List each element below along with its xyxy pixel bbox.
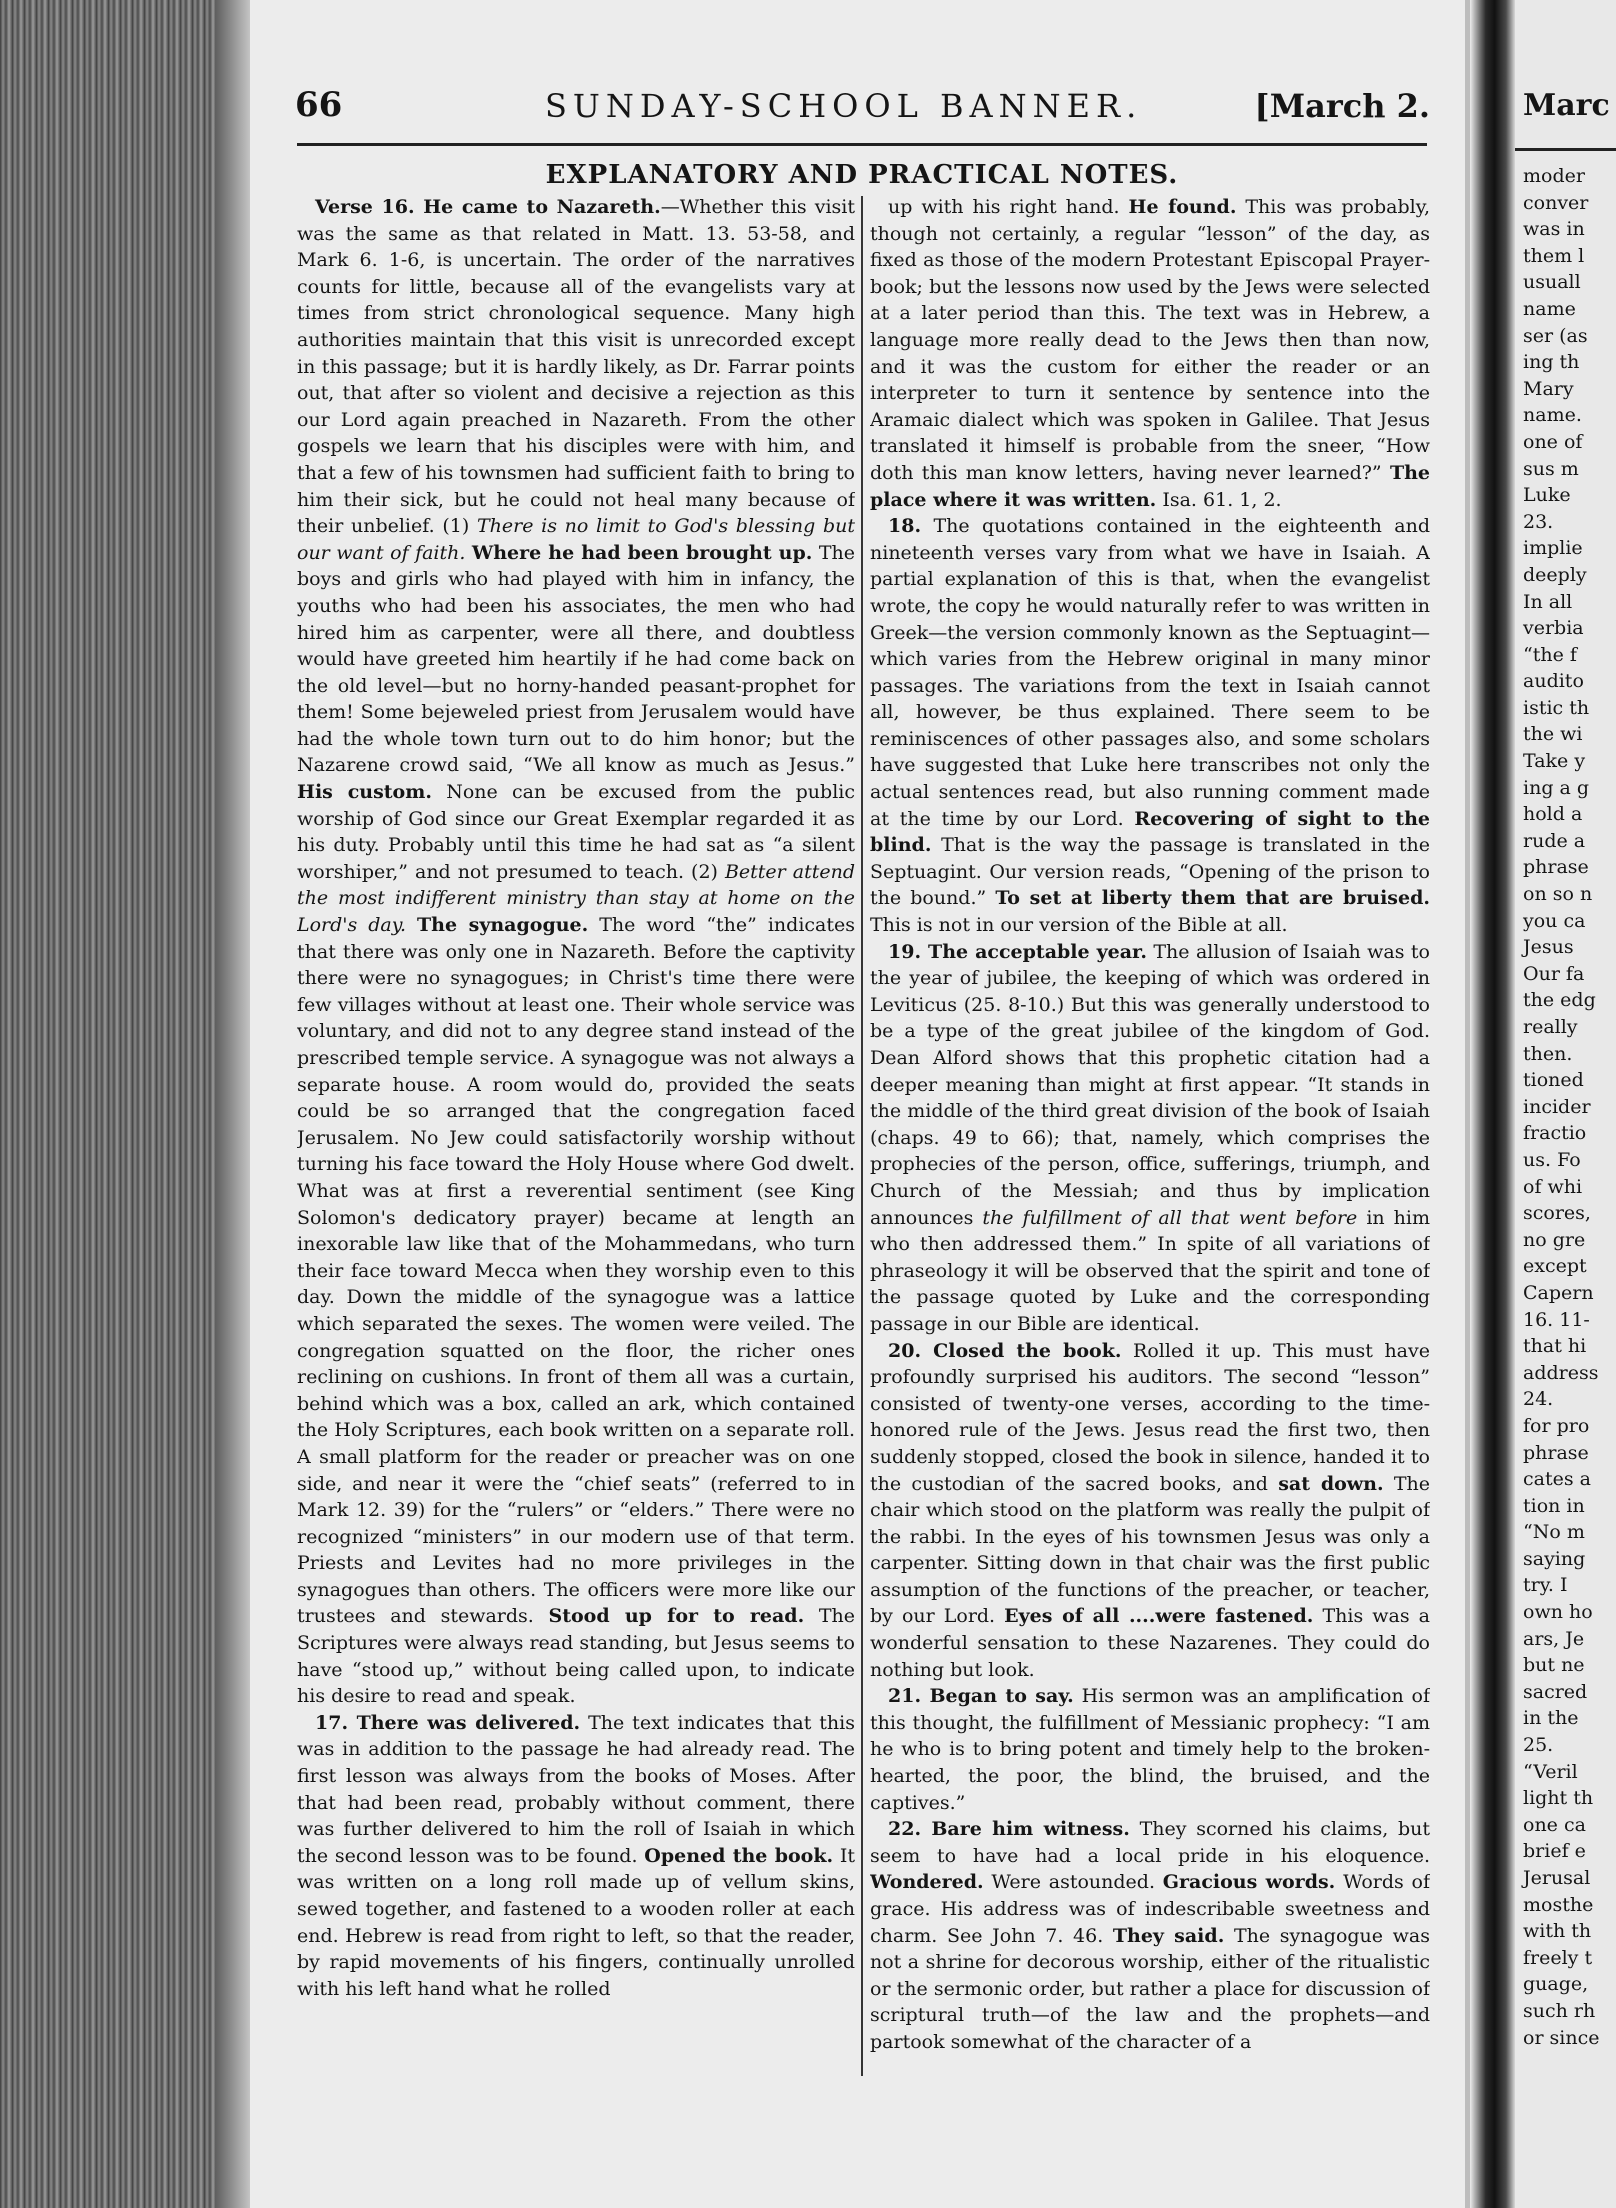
next-page-line: scores, xyxy=(1523,1202,1591,1225)
next-page-line: such rh xyxy=(1523,1999,1596,2022)
next-page-line: 23. xyxy=(1523,510,1554,533)
next-page-line: ing th xyxy=(1523,351,1580,374)
paragraph xyxy=(870,1338,1430,1684)
next-page-line: audito xyxy=(1523,670,1584,693)
left-column xyxy=(297,194,855,2084)
text-run: The boys and girls who had played with him in infancy, the youths who had been his associates, the men who had hired him as carpenter, were all there, and doubtless would have greeted him heartily if he had come back on the old level—but no horny-handed peasant-prophet for them! Some bejeweled priest from Jerusalem would have had the whole town turn out to do him honor; but the Nazarene crowd said, “We all know as much as Jesus.” xyxy=(297,541,855,777)
term-heading: His custom. xyxy=(297,781,432,804)
text-run: This is not in our version of the Bible at all. xyxy=(870,914,1288,937)
next-page-line: sus m xyxy=(1523,457,1579,480)
term-heading: Eyes of all ....were fastened. xyxy=(1004,1605,1314,1628)
next-page-line: usuall xyxy=(1523,271,1581,294)
page-date: [March 2. xyxy=(1254,87,1430,125)
next-page-line: but ne xyxy=(1523,1654,1585,1677)
text-run: Rolled it up. This must have profoundly surprised his auditors. The second “lesson” consisted of twenty-one verses, according to the time-honored rule of the Jews. Jesus read the first two, then suddenly stopped, closed the book in silence, handed it to the custodian of the sacred books, and xyxy=(870,1339,1430,1495)
text-run: —Whether this visit was the same as that related in Matt. 13. 53-58, and Mark 6. 1-6, is uncertain. The order of the narratives counts for little, because all of the evangelists vary at times from strict chronological sequence. Many high authorities maintain that this visit is unrecorded except in this passage; but it is hardly likely, as Dr. Farrar points out, that after so violent and decisive a rejection as this our Lord again preached in Nazareth. From the other gospels we learn that his disciples were with him, and that a few of his townsmen had sufficient faith to bring to him their sick, but he could not heal many because of their unbelief. (1) xyxy=(297,196,855,538)
next-page-line: phrase xyxy=(1523,1441,1589,1464)
next-page-line: tion in xyxy=(1523,1494,1585,1517)
next-page-line: with th xyxy=(1523,1920,1592,1943)
page-title: SUNDAY-SCHOOL BANNER. xyxy=(545,87,1143,125)
next-page-line: “No m xyxy=(1523,1521,1585,1544)
page-header xyxy=(295,85,1430,145)
text-run: That is the way the passage is translated in the Septuagint. Our version reads, “Opening of the prison to the bound.” xyxy=(870,834,1430,910)
next-page-line: ing a g xyxy=(1523,776,1590,799)
term-heading: 21. Began to say. xyxy=(888,1685,1074,1708)
paragraph xyxy=(297,194,855,1710)
text-run: The quotations contained in the eighteenth and nineteenth verses vary from what we have in Isaiah. A partial explanation of this is that, when the evangelist wrote, the copy he would naturally refer to was written in Greek—the version commonly known as the Septuagint—which varies from the Hebrew original in many minor passages. The variations from the text in Isaiah cannot all, however, be thus explained. There seem to be reminiscences of other passages also, and some scholars have suggested that Luke here transcribes not only the actual sentences read, but also running comment made at the time by our Lord. xyxy=(870,515,1430,830)
next-page-line: fractio xyxy=(1523,1122,1587,1145)
next-page-line: Jesus xyxy=(1523,936,1574,959)
next-page-fragment xyxy=(1515,0,1616,2208)
text-run xyxy=(406,914,417,936)
text-run: Isa. 61. 1, 2. xyxy=(1156,488,1282,511)
next-page-line: Mary xyxy=(1523,377,1574,400)
text-run: This was a wonderful sensation to these Nazarenes. They could do nothing but look. xyxy=(870,1605,1430,1681)
next-page-line: istic th xyxy=(1523,696,1590,719)
next-page-line: own ho xyxy=(1523,1601,1593,1624)
next-page-line: name xyxy=(1523,297,1576,320)
term-heading: 17. There was delivered. xyxy=(315,1711,581,1734)
next-page-line: the edg xyxy=(1523,989,1596,1012)
term-heading: The place where it was written. xyxy=(870,461,1430,511)
next-page-line: deeply xyxy=(1523,563,1587,586)
text-run: The word “the” indicates that there was only one in Nazareth. Before the captivity there were no synagogues; in Christ's time there were few villages without at least one. Their whole service was voluntary, and did not to any degree stand instead of the prescribed temple service. A synagogue was not always a separate house. A room would do, provided the seats could be so arranged that the congregation faced Jerusalem. No Jew could satisfactorily worship without turning his face toward the Holy House where God dwelt. What was at first a reverential sentiment (see King Solomon's dedicatory prayer) became at length an inexorable law like that of the Mohammedans, who turn their face toward Mecca when they worship even to this day. Down the middle of the synagogue was a lattice which separated the sexes. The women were veiled. The congregation squatted on the floor, the richer ones reclining on cushions. In front of them all was a curtain, behind which was a box, called an ark, which contained the Holy Scriptures, each book written on a separate roll. A small platform for the reader or preacher was on one side, and near it were the “chief seats” (referred to in Mark 12. 39) for the “rulers” or “elders.” There were no recognized “ministers” in our modern use of that term. Priests and Levites had no more privileges in the synagogues than others. The officers were more like our trustees and stewards. xyxy=(297,914,855,1628)
text-run: His sermon was an amplification of this thought, the fulfillment of Messianic prophecy: “I am he who is to bring potent and timely help to the broken-hearted, the poor, the blind, the bruised, and the captives.” xyxy=(870,1685,1430,1814)
next-page-line: then. xyxy=(1523,1042,1573,1065)
next-page-line: sacred xyxy=(1523,1680,1588,1703)
next-page-line: Take y xyxy=(1523,750,1586,773)
next-page-line: of whi xyxy=(1523,1175,1583,1198)
next-page-header: Marc xyxy=(1523,88,1610,123)
term-heading: 20. Closed the book. xyxy=(888,1339,1122,1362)
paragraph xyxy=(870,939,1430,1338)
next-page-line: no gre xyxy=(1523,1228,1586,1251)
next-page-line: rude a xyxy=(1523,829,1586,852)
paragraph xyxy=(870,194,1430,513)
term-heading: The synagogue. xyxy=(417,914,589,937)
next-page-line: really xyxy=(1523,1016,1578,1038)
term-heading: 18. xyxy=(888,515,922,538)
next-page-line: Luke xyxy=(1523,484,1571,507)
next-page-line: incider xyxy=(1523,1095,1591,1118)
next-page-line: Our fa xyxy=(1523,962,1585,985)
emphasis: There is no limit to God's blessing but our want of faith. xyxy=(297,515,855,564)
text-run: The Scriptures were always read standing, but Jesus seems to have “stood up,” without being called upon, to indicate his desire to read and speak. xyxy=(297,1605,855,1708)
text-run: This was probably, though not certainly, a regular “lesson” of the day, as fixed as those of the modern Protestant Episcopal Prayer-book; but the lessons now used by the Jews were selected at a later period than this. The text was in Hebrew, a language more really dead to the Jews then than now, and it was the custom for either the reader or an interpreter to turn it sentence by sentence into the Aramaic dialect which was spoken in Galilee. That Jesus translated it himself is probable from the sneer, “How doth this man know letters, having never learned?” xyxy=(870,196,1430,484)
next-page-line: 24. xyxy=(1523,1388,1554,1411)
term-heading: sat down. xyxy=(1278,1472,1384,1495)
paragraph xyxy=(870,1816,1430,2055)
next-page-line: name. xyxy=(1523,404,1582,427)
page-number: 66 xyxy=(295,85,343,125)
text-run: Were astounded. xyxy=(983,1871,1163,1894)
next-page-line: us. Fo xyxy=(1523,1148,1581,1171)
next-page-line: Capern xyxy=(1523,1281,1594,1304)
emphasis: the fulfillment of all that went before xyxy=(982,1206,1358,1229)
next-page-line: freely t xyxy=(1523,1946,1593,1969)
text-run: It was written on a long roll made up of vellum skins, sewed together, and fastened to a wooden roller at each end. Hebrew is read from right to left, so that the reader, by rapid movements of his fingers, continually unrolled with his left hand what he rolled xyxy=(297,1844,855,2000)
paragraph xyxy=(870,513,1430,939)
term-heading: To set at liberty them that are bruised. xyxy=(995,887,1430,910)
next-page-line: address xyxy=(1523,1361,1599,1384)
term-heading: Gracious words. xyxy=(1162,1871,1336,1894)
next-page-line: or since xyxy=(1523,2026,1600,2049)
term-heading: Recovering of sight to the blind. xyxy=(870,807,1430,857)
header-rule xyxy=(297,143,1427,146)
next-page-line: one ca xyxy=(1523,1813,1586,1836)
next-page-line: you ca xyxy=(1523,909,1586,932)
next-page-line: try. I xyxy=(1523,1574,1568,1597)
next-page-line: on so n xyxy=(1523,883,1593,906)
section-title: EXPLANATORY AND PRACTICAL NOTES. xyxy=(545,160,1179,190)
text-run: The chair which stood on the platform was really the pulpit of the rabbi. In the eyes of his townsmen Jesus was only a carpenter. Sitting down in that chair was the first public assumption of the functions of the preacher, or teacher, by our Lord. xyxy=(870,1472,1430,1628)
next-page-lines xyxy=(1515,163,1616,2051)
term-heading: Wondered. xyxy=(870,1871,984,1894)
next-page-line: 25. xyxy=(1523,1734,1554,1757)
text-run: in him who then addressed them.” In spite of all variations of phraseology it will be observed that the spirit and tone of the passage quoted by Luke and the corresponding passage in our Bible are identical. xyxy=(870,1206,1430,1335)
next-page-line: “Veril xyxy=(1523,1760,1578,1783)
term-heading: Where he had been brought up. xyxy=(471,541,813,564)
text-run: None can be excused from the public worship of God since our Great Exemplar regarded it as his duty. Probably until this time he had sat as “a silent worshiper,” and not presumed to teach. (2) xyxy=(297,781,855,883)
next-page-line: verbia xyxy=(1523,617,1584,640)
text-run: The synagogue was not a shrine for decorous worship, either of the ritualistic or the sermonic order, but rather a place for discussion of scriptural truth—of the law and the prophets—and partook somewhat of the character of a xyxy=(870,1924,1430,2053)
next-page-line: implie xyxy=(1523,537,1583,560)
column-divider xyxy=(861,196,863,2076)
text-run: They scorned his claims, but seem to have had a local pride in his eloquence. xyxy=(870,1818,1430,1867)
next-page-line: for pro xyxy=(1523,1414,1590,1437)
next-page-line: In all xyxy=(1523,590,1573,613)
next-page-line: phrase xyxy=(1523,856,1589,879)
paragraph xyxy=(297,1710,855,2003)
next-page-line: in the xyxy=(1523,1707,1579,1730)
next-page-line: one of xyxy=(1523,430,1583,453)
term-heading: They said. xyxy=(1112,1924,1225,1947)
next-page-line: Jerusal xyxy=(1523,1867,1591,1889)
book-binding xyxy=(0,0,230,2208)
next-page-line: ser (as xyxy=(1523,324,1588,347)
next-page-line: cates a xyxy=(1523,1468,1591,1491)
next-page-line: the wi xyxy=(1523,723,1583,746)
next-page-line: saying xyxy=(1523,1547,1586,1570)
next-page-line: except xyxy=(1523,1255,1587,1278)
book-gutter xyxy=(1470,0,1515,2208)
term-heading: Stood up for to read. xyxy=(548,1605,805,1628)
next-page-line: “the f xyxy=(1523,643,1577,666)
next-page-line: hold a xyxy=(1523,803,1583,826)
next-page-line: 16. 11- xyxy=(1523,1308,1590,1331)
next-page-line: guage, xyxy=(1523,1973,1589,1996)
next-page-line: light th xyxy=(1523,1787,1594,1810)
next-page-line: was in xyxy=(1523,218,1585,241)
text-run: Words of grace. His address was of indescribable sweetness and charm. See John 7. 46. xyxy=(870,1871,1430,1947)
term-heading: He found. xyxy=(1128,196,1237,218)
next-page-line: mosthe xyxy=(1523,1893,1594,1916)
next-page-line: ars, Je xyxy=(1523,1627,1585,1650)
next-page-line: tioned xyxy=(1523,1069,1584,1092)
next-page-line: that hi xyxy=(1523,1335,1587,1358)
term-heading: 19. The acceptable year. xyxy=(888,940,1147,963)
next-page-line: brief e xyxy=(1523,1840,1586,1863)
next-page-rule xyxy=(1515,148,1616,151)
term-heading: Opened the book. xyxy=(644,1844,834,1867)
paragraph xyxy=(870,1683,1430,1816)
text-run: The allusion of Isaiah was to the year of jubilee, the keeping of which was ordered in Leviticus (25. 8-10.) But this was generally understood to be a type of the great jubilee of the kingdom of God. Dean Alford shows that this prophetic citation had a deeper meaning than might at first appear. “It stands in the middle of the third great division of the book of Isaiah (chaps. 49 to 66); that, namely, which comprises the prophecies of the person, office, sufferings, triumph, and Church of the Messiah; and thus by implication announces xyxy=(870,940,1430,1229)
text-run: The text indicates that this was in addition to the passage he had already read. The first lesson was always from the books of Moses. After that had been read, probably without comment, there was further delivered to him the roll of Isaiah in which the second lesson was to be found. xyxy=(297,1711,855,1867)
term-heading: Verse 16. He came to Nazareth. xyxy=(315,196,661,218)
emphasis: Better attend the most indifferent ministry than stay at home on the Lord's day. xyxy=(297,860,855,937)
right-column xyxy=(870,194,1430,2084)
next-page-line: them l xyxy=(1523,244,1585,267)
term-heading: 22. Bare him witness. xyxy=(888,1818,1130,1841)
text-run: up with his right hand. xyxy=(888,196,1129,218)
next-page-line: moder xyxy=(1523,165,1585,187)
next-page-line: conver xyxy=(1523,191,1589,214)
